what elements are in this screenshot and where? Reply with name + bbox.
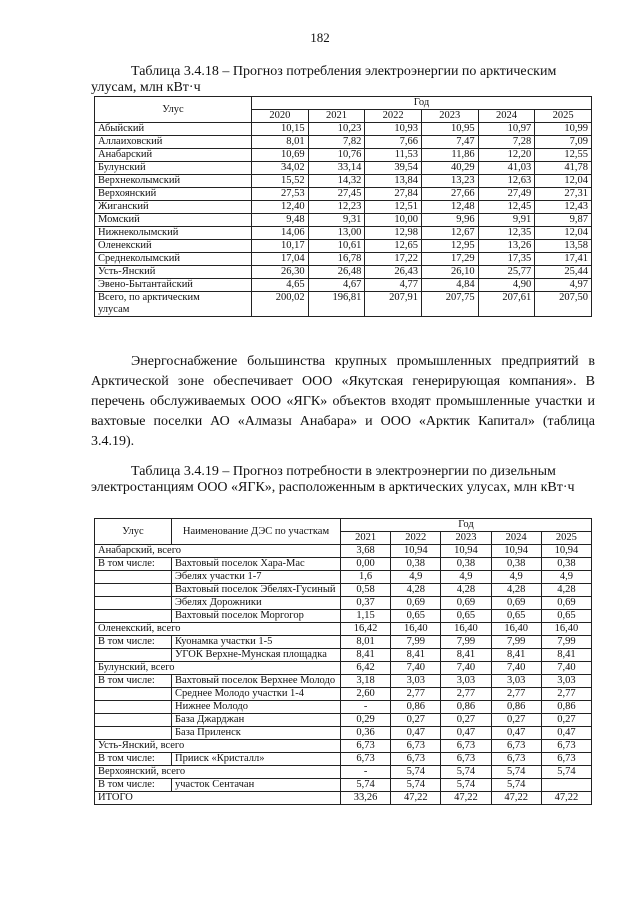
value-cell: 13,23 — [421, 175, 478, 188]
value-cell: 7,09 — [535, 136, 592, 149]
value-cell: 2,60 — [341, 688, 391, 701]
value-cell: 4,65 — [252, 279, 309, 292]
value-cell: 7,40 — [541, 662, 591, 675]
ulus-total-row — [95, 662, 592, 675]
value-cell: 6,73 — [541, 753, 591, 766]
value-cell: 10,94 — [391, 545, 441, 558]
des-row — [95, 558, 592, 571]
value-cell: 0,38 — [391, 558, 441, 571]
ulus-total-name: Усть-Янский, всего — [95, 740, 341, 753]
value-cell: 9,31 — [308, 214, 365, 227]
value-cell: 5,74 — [391, 779, 441, 792]
value-cell: 2,77 — [391, 688, 441, 701]
value-cell: 2,77 — [491, 688, 541, 701]
value-cell: 34,02 — [252, 162, 309, 175]
value-cell: 39,54 — [365, 162, 422, 175]
value-cell: 33,14 — [308, 162, 365, 175]
value-cell: 26,10 — [421, 266, 478, 279]
ulus-total-name: Булунский, всего — [95, 662, 341, 675]
value-cell: 4,28 — [441, 584, 491, 597]
des-row — [95, 688, 592, 701]
des-name: участок Сентачан — [172, 779, 341, 792]
value-cell: 10,15 — [252, 123, 309, 136]
value-cell: 10,94 — [491, 545, 541, 558]
value-cell: 0,86 — [391, 701, 441, 714]
value-cell: 12,43 — [535, 201, 592, 214]
page-number: 182 — [310, 30, 330, 45]
value-cell: 6,73 — [441, 740, 491, 753]
table-row — [95, 201, 592, 214]
des-name: Эбелях участки 1-7 — [172, 571, 341, 584]
prefix-cell — [95, 701, 172, 714]
value-cell: 10,69 — [252, 149, 309, 162]
value-cell: 8,41 — [541, 649, 591, 662]
des-row — [95, 597, 592, 610]
value-cell: 25,44 — [535, 266, 592, 279]
value-cell: 0,65 — [491, 610, 541, 623]
prefix-cell — [95, 727, 172, 740]
des-name: Вахтовый поселок Моргогор — [172, 610, 341, 623]
value-cell: 4,67 — [308, 279, 365, 292]
value-cell: 9,48 — [252, 214, 309, 227]
value-cell: 8,41 — [341, 649, 391, 662]
table-row — [95, 227, 592, 240]
des-row — [95, 753, 592, 766]
value-cell: 12,95 — [421, 240, 478, 253]
value-cell: 0,65 — [441, 610, 491, 623]
table1-caption: Таблица 3.4.18 – Прогноз потребления электроэнергии по арктическим улусам, млн кВт·ч — [91, 64, 557, 95]
value-cell: 0,38 — [491, 558, 541, 571]
value-cell: 16,40 — [391, 623, 441, 636]
value-cell: 3,03 — [491, 675, 541, 688]
value-cell: 7,40 — [491, 662, 541, 675]
year-header: 2022 — [365, 110, 422, 123]
value-cell: 14,06 — [252, 227, 309, 240]
value-cell: 41,78 — [535, 162, 592, 175]
value-cell: 27,53 — [252, 188, 309, 201]
prefix-cell — [95, 584, 172, 597]
value-cell: 7,40 — [391, 662, 441, 675]
value-cell: 3,68 — [341, 545, 391, 558]
value-cell: 1,6 — [341, 571, 391, 584]
value-cell: 9,91 — [478, 214, 535, 227]
value-cell: 0,47 — [391, 727, 441, 740]
body-paragraph: Энергоснабжение большинства крупных промышленных предприятий в Арктической зоне обеспечивает ООО «Якутская генерирующая компания». В перечень обслуживаемых ООО «ЯГК» объектов входят промышленные участки и вахтовые поселки АО «Алмазы Анабара» и ООО «Арктик Капитал» (таблица 3.4.19). — [91, 354, 595, 449]
value-cell: 7,99 — [391, 636, 441, 649]
ulus-name: Момский — [95, 214, 252, 227]
value-cell: 5,74 — [441, 779, 491, 792]
value-cell: 10,93 — [365, 123, 422, 136]
ulus-total-name: Анабарский, всего — [95, 545, 341, 558]
value-cell: 4,9 — [441, 571, 491, 584]
value-cell: 15,52 — [252, 175, 309, 188]
value-cell: 4,90 — [478, 279, 535, 292]
value-cell: 6,73 — [391, 753, 441, 766]
ulus-name: Булунский — [95, 162, 252, 175]
value-cell: 12,65 — [365, 240, 422, 253]
ulus-total-row — [95, 545, 592, 558]
value-cell: 3,18 — [341, 675, 391, 688]
value-cell: 0,69 — [391, 597, 441, 610]
table-row — [95, 266, 592, 279]
year-header: 2023 — [421, 110, 478, 123]
value-cell: 3,03 — [391, 675, 441, 688]
value-cell: 0,29 — [341, 714, 391, 727]
value-cell: 10,99 — [535, 123, 592, 136]
ulus-name: Анабарский — [95, 149, 252, 162]
value-cell: 4,9 — [391, 571, 441, 584]
value-cell: 6,73 — [341, 740, 391, 753]
value-cell: 4,97 — [535, 279, 592, 292]
value-cell: 4,28 — [491, 584, 541, 597]
ulus-name: Жиганский — [95, 201, 252, 214]
value-cell: 7,82 — [308, 136, 365, 149]
prefix-cell: В том числе: — [95, 779, 172, 792]
value-cell: 5,74 — [441, 766, 491, 779]
value-cell: 8,41 — [441, 649, 491, 662]
total-value: 200,02 — [252, 292, 309, 317]
table-row — [95, 136, 592, 149]
value-cell: 12,35 — [478, 227, 535, 240]
ulus-total-row — [95, 766, 592, 779]
value-cell: 0,27 — [491, 714, 541, 727]
value-cell: 7,40 — [441, 662, 491, 675]
des-name: Вахтовый поселок Эбелях-Гусиный — [172, 584, 341, 597]
value-cell: 12,51 — [365, 201, 422, 214]
ulus-name: Усть-Янский — [95, 266, 252, 279]
value-cell: 0,27 — [541, 714, 591, 727]
year-header: 2021 — [308, 110, 365, 123]
total-value: 207,91 — [365, 292, 422, 317]
value-cell: 0,69 — [491, 597, 541, 610]
ulus-total-row — [95, 740, 592, 753]
total-value: 207,50 — [535, 292, 592, 317]
des-name: Вахтовый поселок Верхнее Молодо — [172, 675, 341, 688]
value-cell: 8,01 — [252, 136, 309, 149]
value-cell: 6,73 — [391, 740, 441, 753]
prefix-cell: В том числе: — [95, 753, 172, 766]
value-cell: 4,28 — [391, 584, 441, 597]
value-cell: 26,48 — [308, 266, 365, 279]
table-row — [95, 279, 592, 292]
year-header: 2025 — [535, 110, 592, 123]
value-cell: 0,86 — [441, 701, 491, 714]
ulus-name: Нижнеколымский — [95, 227, 252, 240]
forecast-consumption-table — [94, 96, 592, 317]
value-cell: 4,28 — [541, 584, 591, 597]
value-cell: 16,40 — [491, 623, 541, 636]
value-cell: 3,03 — [441, 675, 491, 688]
value-cell: 17,22 — [365, 253, 422, 266]
value-cell: 8,41 — [491, 649, 541, 662]
value-cell: 7,66 — [365, 136, 422, 149]
value-cell: 10,23 — [308, 123, 365, 136]
value-cell: 12,48 — [421, 201, 478, 214]
value-cell: 17,41 — [535, 253, 592, 266]
value-cell: 2,77 — [541, 688, 591, 701]
value-cell: 7,99 — [441, 636, 491, 649]
table-row — [95, 175, 592, 188]
ulus-name: Абыйский — [95, 123, 252, 136]
table-row — [95, 188, 592, 201]
des-row — [95, 675, 592, 688]
value-cell: 10,94 — [541, 545, 591, 558]
value-cell: 0,86 — [491, 701, 541, 714]
value-cell: 7,99 — [541, 636, 591, 649]
value-cell: 5,74 — [491, 766, 541, 779]
value-cell: 12,04 — [535, 175, 592, 188]
prefix-cell: В том числе: — [95, 675, 172, 688]
des-name: Нижнее Молодо — [172, 701, 341, 714]
table-row — [95, 162, 592, 175]
value-cell: 16,78 — [308, 253, 365, 266]
header-ulus: Улус — [95, 97, 252, 123]
total-value: 207,61 — [478, 292, 535, 317]
table2-caption: Таблица 3.4.19 – Прогноз потребности в электроэнергии по дизельным электростанциям ООО «ЯГК», расположенным в арктических улусах, млн кВт·ч — [91, 464, 575, 495]
prefix-cell: В том числе: — [95, 636, 172, 649]
value-cell: 12,04 — [535, 227, 592, 240]
value-cell: 3,03 — [541, 675, 591, 688]
value-cell: 13,84 — [365, 175, 422, 188]
des-row — [95, 584, 592, 597]
value-cell: 9,96 — [421, 214, 478, 227]
value-cell: 0,27 — [391, 714, 441, 727]
value-cell: 17,29 — [421, 253, 478, 266]
value-cell: 0,00 — [341, 558, 391, 571]
value-cell: 5,74 — [541, 766, 591, 779]
value-cell: 27,45 — [308, 188, 365, 201]
des-row — [95, 571, 592, 584]
value-cell: 0,36 — [341, 727, 391, 740]
value-cell: 47,22 — [541, 792, 591, 805]
total-value: 196,81 — [308, 292, 365, 317]
header-god: Год — [252, 97, 592, 110]
value-cell: 25,77 — [478, 266, 535, 279]
value-cell: 0,58 — [341, 584, 391, 597]
value-cell: 5,74 — [391, 766, 441, 779]
year-header: 2024 — [491, 532, 541, 545]
value-cell: 13,00 — [308, 227, 365, 240]
des-name: Среднее Молодо участки 1-4 — [172, 688, 341, 701]
des-name: УГОК Верхне-Мунская площадка — [172, 649, 341, 662]
table-row — [95, 214, 592, 227]
des-row — [95, 779, 592, 792]
des-name: Вахтовый поселок Хара-Мас — [172, 558, 341, 571]
value-cell: 4,84 — [421, 279, 478, 292]
value-cell: 0,27 — [441, 714, 491, 727]
value-cell: 0,47 — [441, 727, 491, 740]
value-cell — [541, 779, 591, 792]
des-row — [95, 649, 592, 662]
value-cell: 17,04 — [252, 253, 309, 266]
table-row — [95, 149, 592, 162]
total-value: 207,75 — [421, 292, 478, 317]
des-row — [95, 701, 592, 714]
value-cell: 0,37 — [341, 597, 391, 610]
value-cell: 26,43 — [365, 266, 422, 279]
prefix-cell — [95, 688, 172, 701]
ulus-total-row — [95, 792, 592, 805]
des-row — [95, 610, 592, 623]
ulus-total-name: Верхоянский, всего — [95, 766, 341, 779]
value-cell: 47,22 — [491, 792, 541, 805]
prefix-cell — [95, 597, 172, 610]
value-cell: 10,00 — [365, 214, 422, 227]
ulus-name: Верхоянский — [95, 188, 252, 201]
des-name: Прииск «Кристалл» — [172, 753, 341, 766]
value-cell: 26,30 — [252, 266, 309, 279]
value-cell: 17,35 — [478, 253, 535, 266]
total-label-line: Всего, по арктическим — [98, 292, 200, 303]
ulus-total-row — [95, 623, 592, 636]
value-cell: 12,40 — [252, 201, 309, 214]
value-cell: 4,9 — [491, 571, 541, 584]
prefix-cell — [95, 649, 172, 662]
des-name: База Джарджан — [172, 714, 341, 727]
value-cell: 12,55 — [535, 149, 592, 162]
header-god: Год — [341, 519, 592, 532]
value-cell: 16,42 — [341, 623, 391, 636]
value-cell: 16,40 — [541, 623, 591, 636]
value-cell: 0,65 — [391, 610, 441, 623]
ulus-name: Среднеколымский — [95, 253, 252, 266]
year-header: 2021 — [341, 532, 391, 545]
value-cell: 0,69 — [441, 597, 491, 610]
ulus-total-name: ИТОГО — [95, 792, 341, 805]
value-cell: 9,87 — [535, 214, 592, 227]
value-cell: 47,22 — [391, 792, 441, 805]
ulus-name: Аллаиховский — [95, 136, 252, 149]
value-cell: 27,66 — [421, 188, 478, 201]
value-cell: 0,47 — [541, 727, 591, 740]
value-cell: 7,47 — [421, 136, 478, 149]
value-cell: 10,61 — [308, 240, 365, 253]
prefix-cell — [95, 714, 172, 727]
des-row — [95, 727, 592, 740]
value-cell: - — [341, 766, 391, 779]
value-cell: 8,01 — [341, 636, 391, 649]
value-cell: 6,73 — [541, 740, 591, 753]
value-cell: 10,95 — [421, 123, 478, 136]
value-cell: 11,53 — [365, 149, 422, 162]
value-cell: 6,73 — [491, 753, 541, 766]
value-cell: 14,32 — [308, 175, 365, 188]
header-des: Наименование ДЭС по участкам — [172, 519, 341, 545]
value-cell: 12,23 — [308, 201, 365, 214]
value-cell: 33,26 — [341, 792, 391, 805]
value-cell: 5,74 — [491, 779, 541, 792]
value-cell: 12,98 — [365, 227, 422, 240]
value-cell: 8,41 — [391, 649, 441, 662]
value-cell: 0,86 — [541, 701, 591, 714]
value-cell: 12,20 — [478, 149, 535, 162]
value-cell: 16,40 — [441, 623, 491, 636]
total-row — [95, 292, 592, 317]
table-row — [95, 123, 592, 136]
value-cell: 0,69 — [541, 597, 591, 610]
des-name: Куонамка участки 1-5 — [172, 636, 341, 649]
des-name: Эбелях Дорожники — [172, 597, 341, 610]
value-cell: 10,17 — [252, 240, 309, 253]
value-cell: 40,29 — [421, 162, 478, 175]
des-row — [95, 714, 592, 727]
value-cell: 6,42 — [341, 662, 391, 675]
value-cell: 4,77 — [365, 279, 422, 292]
total-label-line: улусам — [98, 304, 130, 315]
value-cell: 7,99 — [491, 636, 541, 649]
value-cell: 10,94 — [441, 545, 491, 558]
year-header: 2023 — [441, 532, 491, 545]
value-cell: 12,45 — [478, 201, 535, 214]
value-cell: 27,84 — [365, 188, 422, 201]
des-name: База Приленск — [172, 727, 341, 740]
prefix-cell — [95, 571, 172, 584]
value-cell: 13,26 — [478, 240, 535, 253]
ulus-name: Оленекский — [95, 240, 252, 253]
header-ulus: Улус — [95, 519, 172, 545]
value-cell: 1,15 — [341, 610, 391, 623]
value-cell: 6,73 — [491, 740, 541, 753]
value-cell: 0,47 — [491, 727, 541, 740]
value-cell: 13,58 — [535, 240, 592, 253]
value-cell: 27,49 — [478, 188, 535, 201]
value-cell: 0,38 — [441, 558, 491, 571]
value-cell: 7,28 — [478, 136, 535, 149]
value-cell: 41,03 — [478, 162, 535, 175]
value-cell: 6,73 — [441, 753, 491, 766]
ulus-name: Эвено-Бытантайский — [95, 279, 252, 292]
table-row — [95, 253, 592, 266]
prefix-cell — [95, 610, 172, 623]
value-cell: 6,73 — [341, 753, 391, 766]
ulus-name: Верхнеколымский — [95, 175, 252, 188]
value-cell: 0,65 — [541, 610, 591, 623]
year-header: 2022 — [391, 532, 441, 545]
value-cell: 12,67 — [421, 227, 478, 240]
value-cell: 27,31 — [535, 188, 592, 201]
year-header: 2025 — [541, 532, 591, 545]
table-row — [95, 240, 592, 253]
des-row — [95, 636, 592, 649]
ulus-total-name: Оленекский, всего — [95, 623, 341, 636]
total-label — [95, 292, 252, 317]
value-cell: 4,9 — [541, 571, 591, 584]
value-cell: 47,22 — [441, 792, 491, 805]
value-cell: 12,63 — [478, 175, 535, 188]
prefix-cell: В том числе: — [95, 558, 172, 571]
value-cell: 2,77 — [441, 688, 491, 701]
year-header: 2020 — [252, 110, 309, 123]
year-header: 2024 — [478, 110, 535, 123]
value-cell: 10,97 — [478, 123, 535, 136]
diesel-plants-table — [94, 518, 592, 805]
value-cell: - — [341, 701, 391, 714]
value-cell: 5,74 — [341, 779, 391, 792]
value-cell: 0,38 — [541, 558, 591, 571]
value-cell: 10,76 — [308, 149, 365, 162]
value-cell: 11,86 — [421, 149, 478, 162]
